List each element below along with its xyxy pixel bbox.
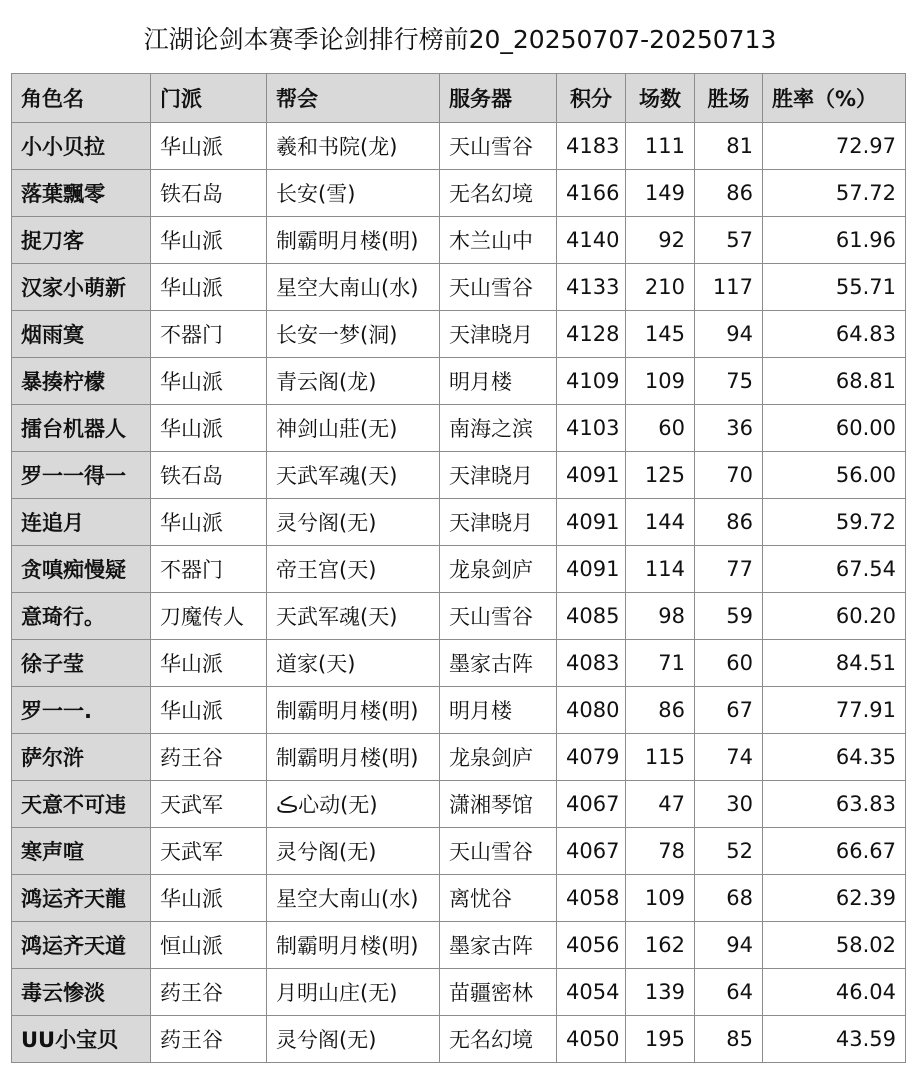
win-rate-cell: 46.04 [763,969,906,1016]
win-rate-cell: 64.35 [763,734,906,781]
guild-cell: 天武军魂(天) [267,452,440,499]
wins-cell: 81 [695,123,763,170]
score-cell: 4103 [557,405,626,452]
sect-cell: 华山派 [151,217,267,264]
guild-cell: 青云阁(龙) [267,358,440,405]
page-title: 江湖论剑本赛季论剑排行榜前20_20250707-20250713 [143,25,777,54]
score-cell: 4183 [557,123,626,170]
sect-cell: 药王谷 [151,1016,267,1063]
server-cell: 天津晓月 [440,452,557,499]
table-row [12,922,906,969]
win-rate-cell: 66.67 [763,828,906,875]
table-row [12,687,906,734]
matches-cell: 71 [626,640,695,687]
wins-cell: 75 [695,358,763,405]
table-row [12,546,906,593]
sect-cell: 华山派 [151,264,267,311]
wins-cell: 67 [695,687,763,734]
character-name-cell: 寒声喧 [12,828,151,875]
score-cell: 4091 [557,499,626,546]
guild-cell: 帝王宫(天) [267,546,440,593]
table-row [12,875,906,922]
header-sect: 门派 [151,74,267,123]
win-rate-cell: 67.54 [763,546,906,593]
matches-cell: 144 [626,499,695,546]
guild-cell: 制霸明月楼(明) [267,734,440,781]
score-cell: 4056 [557,922,626,969]
score-cell: 4067 [557,828,626,875]
server-cell: 墨家古阵 [440,640,557,687]
table-row [12,264,906,311]
sect-cell: 不器门 [151,546,267,593]
server-cell: 天山雪谷 [440,123,557,170]
table-row [12,734,906,781]
header-server: 服务器 [440,74,557,123]
wins-cell: 86 [695,170,763,217]
sect-cell: 华山派 [151,687,267,734]
header-wins: 胜场 [695,74,763,123]
sect-cell: 华山派 [151,405,267,452]
score-cell: 4140 [557,217,626,264]
character-name-cell: 鸿运齐天道 [12,922,151,969]
sect-cell: 刀魔传人 [151,593,267,640]
sect-cell: 不器门 [151,311,267,358]
character-name-cell: UU小宝贝 [12,1016,151,1063]
matches-cell: 98 [626,593,695,640]
table-row [12,452,906,499]
server-cell: 明月楼 [440,687,557,734]
server-cell: 明月楼 [440,358,557,405]
character-name-cell: 毒云惨淡 [12,969,151,1016]
win-rate-cell: 56.00 [763,452,906,499]
matches-cell: 86 [626,687,695,734]
win-rate-cell: 72.97 [763,123,906,170]
matches-cell: 60 [626,405,695,452]
table-row [12,170,906,217]
score-cell: 4080 [557,687,626,734]
guild-cell: 月明山庄(无) [267,969,440,1016]
win-rate-cell: 60.00 [763,405,906,452]
wins-cell: 77 [695,546,763,593]
win-rate-cell: 60.20 [763,593,906,640]
server-cell: 潇湘琴馆 [440,781,557,828]
win-rate-cell: 63.83 [763,781,906,828]
table-row [12,969,906,1016]
guild-cell: 道家(天) [267,640,440,687]
character-name-cell: 捉刀客 [12,217,151,264]
guild-cell: 制霸明月楼(明) [267,922,440,969]
score-cell: 4091 [557,546,626,593]
character-name-cell: 落葉飄零 [12,170,151,217]
table-body [12,123,906,1063]
character-name-cell: 汉家小萌新 [12,264,151,311]
guild-cell: 星空大南山(水) [267,264,440,311]
wins-cell: 30 [695,781,763,828]
win-rate-cell: 43.59 [763,1016,906,1063]
table-row [12,640,906,687]
sect-cell: 华山派 [151,358,267,405]
header-matches: 场数 [626,74,695,123]
win-rate-cell: 55.71 [763,264,906,311]
server-cell: 天津晓月 [440,499,557,546]
score-cell: 4091 [557,452,626,499]
table-row [12,405,906,452]
score-cell: 4050 [557,1016,626,1063]
server-cell: 天山雪谷 [440,828,557,875]
score-cell: 4058 [557,875,626,922]
matches-cell: 47 [626,781,695,828]
header-win-rate: 胜率（%） [763,74,906,123]
wins-cell: 74 [695,734,763,781]
table-row [12,358,906,405]
header-character-name: 角色名 [12,74,151,123]
score-cell: 4083 [557,640,626,687]
guild-cell: 长安一梦(洞) [267,311,440,358]
sect-cell: 华山派 [151,499,267,546]
character-name-cell: 天意不可违 [12,781,151,828]
score-cell: 4128 [557,311,626,358]
wins-cell: 85 [695,1016,763,1063]
server-cell: 苗疆密林 [440,969,557,1016]
sect-cell: 药王谷 [151,734,267,781]
matches-cell: 115 [626,734,695,781]
table-header-row [12,74,906,123]
matches-cell: 162 [626,922,695,969]
win-rate-cell: 59.72 [763,499,906,546]
table-row [12,593,906,640]
server-cell: 天山雪谷 [440,593,557,640]
table-row [12,1016,906,1063]
character-name-cell: 连追月 [12,499,151,546]
sect-cell: 铁石岛 [151,452,267,499]
guild-cell: 羲和书院(龙) [267,123,440,170]
sect-cell: 天武军 [151,828,267,875]
win-rate-cell: 62.39 [763,875,906,922]
server-cell: 天津晓月 [440,311,557,358]
guild-cell: 制霸明月楼(明) [267,217,440,264]
sect-cell: 华山派 [151,640,267,687]
table-row [12,217,906,264]
matches-cell: 139 [626,969,695,1016]
character-name-cell: 擂台机器人 [12,405,151,452]
sect-cell: 恒山派 [151,922,267,969]
character-name-cell: 徐子莹 [12,640,151,687]
matches-cell: 114 [626,546,695,593]
table-row [12,123,906,170]
server-cell: 木兰山中 [440,217,557,264]
guild-cell: 灵兮阁(无) [267,828,440,875]
win-rate-cell: 57.72 [763,170,906,217]
character-name-cell: 罗一一得一 [12,452,151,499]
sect-cell: 华山派 [151,875,267,922]
guild-cell: 星空大南山(水) [267,875,440,922]
score-cell: 4109 [557,358,626,405]
header-score: 积分 [557,74,626,123]
win-rate-cell: 61.96 [763,217,906,264]
matches-cell: 78 [626,828,695,875]
table-row [12,828,906,875]
wins-cell: 94 [695,311,763,358]
wins-cell: 86 [695,499,763,546]
guild-cell: 天武军魂(天) [267,593,440,640]
character-name-cell: 贪嗔痴慢疑 [12,546,151,593]
guild-cell: 灵兮阁(无) [267,1016,440,1063]
ranking-table [11,73,906,1063]
guild-cell: ڪ心动(无) [267,781,440,828]
matches-cell: 109 [626,875,695,922]
wins-cell: 60 [695,640,763,687]
wins-cell: 36 [695,405,763,452]
score-cell: 4085 [557,593,626,640]
win-rate-cell: 77.91 [763,687,906,734]
character-name-cell: 鸿运齐天龍 [12,875,151,922]
sect-cell: 华山派 [151,123,267,170]
server-cell: 无名幻境 [440,1016,557,1063]
matches-cell: 125 [626,452,695,499]
wins-cell: 94 [695,922,763,969]
guild-cell: 灵兮阁(无) [267,499,440,546]
guild-cell: 长安(雪) [267,170,440,217]
wins-cell: 57 [695,217,763,264]
server-cell: 龙泉剑庐 [440,734,557,781]
matches-cell: 145 [626,311,695,358]
wins-cell: 117 [695,264,763,311]
guild-cell: 神剑山莊(无) [267,405,440,452]
win-rate-cell: 84.51 [763,640,906,687]
matches-cell: 195 [626,1016,695,1063]
character-name-cell: 萨尔浒 [12,734,151,781]
table-row [12,311,906,358]
character-name-cell: 烟雨寞 [12,311,151,358]
wins-cell: 64 [695,969,763,1016]
wins-cell: 59 [695,593,763,640]
character-name-cell: 暴揍柠檬 [12,358,151,405]
wins-cell: 70 [695,452,763,499]
wins-cell: 68 [695,875,763,922]
server-cell: 南海之滨 [440,405,557,452]
win-rate-cell: 68.81 [763,358,906,405]
score-cell: 4067 [557,781,626,828]
sect-cell: 药王谷 [151,969,267,1016]
character-name-cell: 意琦行。 [12,593,151,640]
matches-cell: 111 [626,123,695,170]
sect-cell: 铁石岛 [151,170,267,217]
table-row [12,781,906,828]
server-cell: 天山雪谷 [440,264,557,311]
win-rate-cell: 58.02 [763,922,906,969]
score-cell: 4079 [557,734,626,781]
header-guild: 帮会 [267,74,440,123]
win-rate-cell: 64.83 [763,311,906,358]
score-cell: 4133 [557,264,626,311]
score-cell: 4054 [557,969,626,1016]
character-name-cell: 小小贝拉 [12,123,151,170]
server-cell: 龙泉剑庐 [440,546,557,593]
server-cell: 离忧谷 [440,875,557,922]
server-cell: 墨家古阵 [440,922,557,969]
wins-cell: 52 [695,828,763,875]
score-cell: 4166 [557,170,626,217]
matches-cell: 149 [626,170,695,217]
sect-cell: 天武军 [151,781,267,828]
matches-cell: 92 [626,217,695,264]
character-name-cell: 罗一一. [12,687,151,734]
server-cell: 无名幻境 [440,170,557,217]
guild-cell: 制霸明月楼(明) [267,687,440,734]
matches-cell: 210 [626,264,695,311]
matches-cell: 109 [626,358,695,405]
table-row [12,499,906,546]
